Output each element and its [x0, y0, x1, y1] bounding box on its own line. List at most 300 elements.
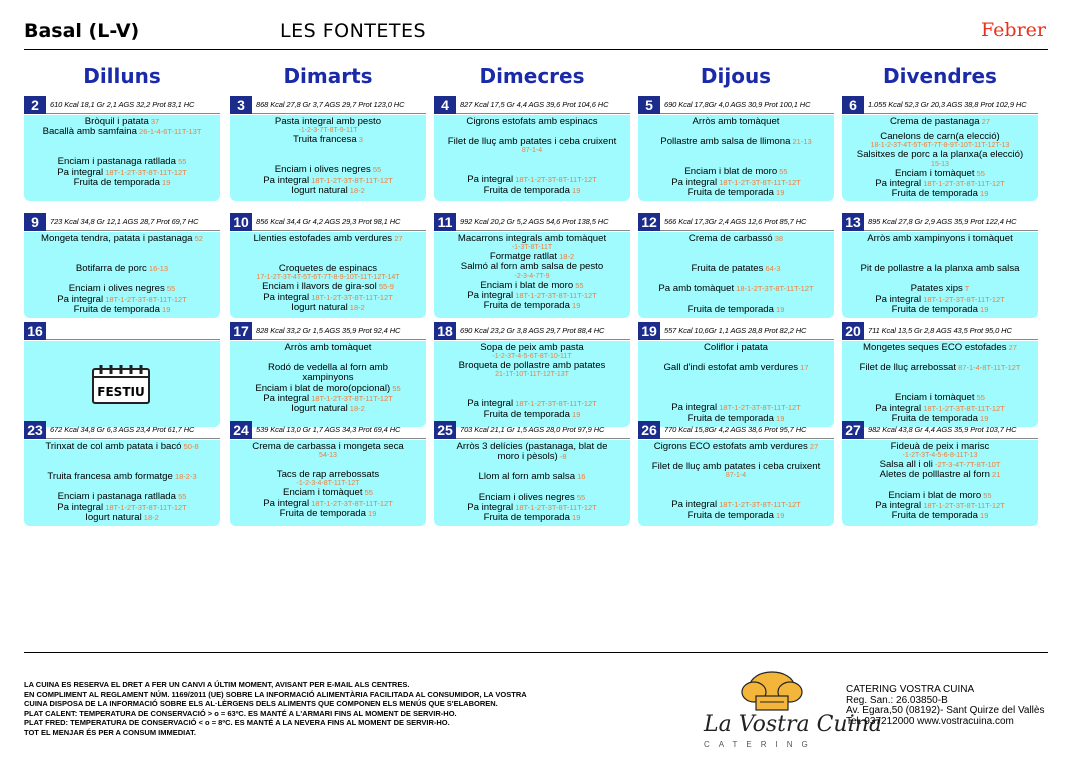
- allergen-codes: 87-1-4: [725, 472, 747, 480]
- day-cell: [434, 96, 630, 201]
- company-info-line: Reg. San.: 26.03850-B: [846, 694, 948, 706]
- day-number: 2: [24, 96, 46, 114]
- day-cell-header: [638, 421, 834, 439]
- dish-name: Pa integral: [467, 502, 514, 513]
- allergen-codes: 52: [192, 234, 203, 243]
- dish-line: [24, 168, 220, 178]
- line-spacer: [842, 274, 1038, 284]
- dish-name: Pa integral: [263, 292, 310, 303]
- allergen-codes: 27: [807, 442, 819, 451]
- dish-name: Enciam i blat de moro: [480, 280, 574, 291]
- day-cell-header: [24, 96, 220, 114]
- allergen-codes: 19: [977, 304, 989, 314]
- line-spacer: [24, 274, 220, 284]
- dish-line: [230, 234, 426, 244]
- dish-name: Cigrons ECO estofats amb verdures: [653, 442, 808, 452]
- dish-name: Fruita de temporada: [891, 189, 978, 200]
- allergen-codes: -2T-3-4T-7T-8T-10T: [932, 460, 1001, 470]
- nutrition-info: 828 Kcal 33,2 Gr 1,5 AGS 35,9 Prot 92,4 HC: [256, 326, 401, 335]
- day-number: 10: [230, 213, 252, 231]
- dish-line: [638, 167, 834, 177]
- day-cell-header: [842, 421, 1038, 439]
- menu-box: [434, 341, 630, 427]
- dish-name: Enciam i tomàquet: [283, 488, 363, 499]
- dish-name: Fruita de temporada: [891, 304, 978, 315]
- dish-name: Enciam i tomàquet: [895, 168, 975, 179]
- dish-line: [434, 301, 630, 311]
- dish-line: [434, 442, 630, 452]
- line-spacer: [230, 145, 426, 155]
- dish-name: Fruita de temporada: [687, 304, 774, 315]
- day-cell: [24, 96, 220, 201]
- dish-line: [434, 410, 630, 420]
- allergen-codes: 19: [159, 304, 171, 314]
- dish-line: [842, 189, 1038, 199]
- dish-line: [434, 234, 630, 244]
- dish-name: Formatge ratllat: [489, 252, 558, 263]
- dish-name: Fruita de temporada: [687, 413, 774, 424]
- month-label: Febrer: [981, 19, 1046, 41]
- dish-line: [24, 117, 220, 127]
- line-spacer: [638, 480, 834, 490]
- allergen-codes: 50-8: [181, 442, 199, 451]
- dish-line: [434, 281, 630, 291]
- day-cell: [230, 322, 426, 427]
- dish-line: [638, 343, 834, 353]
- day-cell-header: [434, 96, 630, 114]
- dish-name: Pa integral: [875, 500, 922, 511]
- dish-line: [230, 404, 426, 414]
- legal-note-line: LA CUINA ES RESERVA EL DRET A FER UN CANVI A ÚLTIM MOMENT, AVISANT PER E-MAIL ALS CENTRES.: [24, 680, 410, 689]
- dish-name: Filet de lluç amb patates i ceba cruixent: [447, 137, 617, 148]
- dish-name: moro i pèsols): [497, 452, 558, 463]
- line-spacer: [638, 157, 834, 167]
- dish-line: [230, 373, 426, 383]
- menu-box: [842, 341, 1038, 427]
- dish-name: Pa integral: [57, 502, 104, 513]
- day-cell-header: [24, 322, 220, 340]
- dish-line: [638, 117, 834, 127]
- allergen-codes: 19: [977, 511, 989, 521]
- allergen-codes: 17-1-2T-3T-4T-5T-6T-7T-8-9-10T-11T-12T-14T: [256, 274, 400, 282]
- day-cell-header: [24, 421, 220, 439]
- dish-name: Enciam i blat de moro: [888, 490, 982, 501]
- allergen-codes: 19: [569, 409, 581, 419]
- line-spacer: [434, 389, 630, 399]
- dish-line: [434, 452, 630, 462]
- dish-line: [230, 509, 426, 519]
- menu-box: [434, 115, 630, 201]
- dish-line: [842, 363, 1038, 373]
- dish-line: [230, 264, 426, 274]
- day-cell: [434, 213, 630, 318]
- day-cell-header: [230, 96, 426, 114]
- company-info: [846, 685, 1044, 727]
- dish-name: Bacallà amb samfaina: [42, 127, 137, 138]
- allergen-codes: 19: [569, 301, 581, 311]
- dish-line: [842, 117, 1038, 127]
- day-cell: [638, 322, 834, 427]
- dish-name: Fruita de temporada: [483, 185, 570, 196]
- dish-name: Arròs amb tomàquet: [284, 343, 372, 353]
- dish-line: [24, 492, 220, 502]
- allergen-codes: 87-1-4: [521, 147, 543, 155]
- legal-note-line: TOT EL MENJAR ÉS PER A CONSUM IMMEDIAT.: [24, 727, 196, 737]
- line-spacer: [24, 482, 220, 492]
- line-spacer: [842, 481, 1038, 491]
- dish-name: Pa integral: [671, 177, 718, 188]
- dish-name: Fruita de temporada: [687, 187, 774, 198]
- menu-box: [230, 440, 426, 526]
- line-spacer: [24, 254, 220, 264]
- line-spacer: [24, 462, 220, 472]
- dish-name: Arròs 3 delícies (pastanaga, blat de: [456, 442, 608, 452]
- nutrition-info: 992 Kcal 20,2 Gr 5,2 AGS 54,6 Prot 138,5 HC: [460, 217, 609, 226]
- line-spacer: [230, 155, 426, 165]
- day-cell-header: [842, 96, 1038, 114]
- dish-name: Iogurt natural: [291, 404, 348, 415]
- allergen-codes: 55: [777, 167, 788, 177]
- dish-line: [24, 234, 220, 244]
- dish-line: [230, 363, 426, 373]
- allergen-codes: 18T-1-2T-3T-8T-11T-12T: [921, 294, 1005, 304]
- legal-notes: [24, 680, 527, 737]
- dish-line: [434, 262, 630, 272]
- day-cell: [434, 322, 630, 427]
- dish-name: Fruita de temporada: [891, 413, 978, 424]
- dish-line: [434, 513, 630, 523]
- dish-line: [842, 470, 1038, 480]
- dish-line: [230, 442, 426, 452]
- allergen-codes: 21: [989, 470, 1001, 480]
- dish-line: [842, 132, 1038, 142]
- dish-line: [24, 442, 220, 452]
- day-number: 16: [24, 322, 46, 340]
- dish-line: [842, 404, 1038, 414]
- footer-divider: [24, 652, 1048, 653]
- allergen-codes: 18-2: [347, 302, 365, 312]
- holiday-label: FESTIU: [97, 385, 145, 399]
- dish-name: Fruita de temporada: [73, 177, 160, 188]
- holiday-calendar-icon: [91, 363, 151, 405]
- allergen-codes: 19: [365, 508, 377, 518]
- dish-line: [434, 361, 630, 371]
- dish-name: Enciam i tomàquet: [895, 393, 975, 404]
- dish-line: [638, 500, 834, 510]
- dish-name: Enciam i blat de moro: [684, 167, 778, 178]
- dish-line: [24, 157, 220, 167]
- dish-name: Gall d'indi estofat amb verdures: [663, 363, 799, 374]
- dish-line: [638, 264, 834, 274]
- dish-name: Arròs amb xampinyons i tomàquet: [867, 234, 1013, 244]
- allergen-codes: 3: [356, 135, 363, 145]
- dish-name: Macarrons integrals amb tomàquet: [457, 234, 607, 244]
- line-spacer: [638, 452, 834, 462]
- dish-line: [230, 282, 426, 292]
- allergen-codes: 19: [977, 189, 989, 199]
- day-cell: [842, 322, 1038, 427]
- dish-name: Enciam i olives negres: [478, 492, 575, 503]
- allergen-codes: -8: [557, 452, 567, 462]
- dish-name: Pit de pollastre a la planxa amb salsa: [860, 264, 1020, 275]
- allergen-codes: 18-1-2T-3T-8T-11T-12T: [734, 284, 814, 294]
- line-spacer: [24, 244, 220, 254]
- dish-line: [842, 234, 1038, 244]
- weekday-headers: [24, 64, 1044, 92]
- dish-name: Pa integral: [467, 290, 514, 301]
- dish-line: [434, 252, 630, 262]
- dish-name: Mongeta tendra, patata i pastanaga: [41, 234, 193, 244]
- dish-name: Enciam i blat de moro(opcional): [255, 383, 391, 394]
- dish-name: Croquetes de espinacs: [278, 264, 378, 275]
- dish-name: Mongetes seques ECO estofades: [863, 343, 1007, 353]
- dish-name: Fruita de temporada: [483, 409, 570, 420]
- nutrition-info: 557 Kcal 10,6Gr 1,1 AGS 28,8 Prot 82,2 HC: [664, 326, 807, 335]
- day-cell-header: [638, 213, 834, 231]
- dish-line: [842, 150, 1038, 160]
- nutrition-info: 723 Kcal 34,8 Gr 12,1 AGS 28,7 Prot 69,7 HC: [50, 217, 199, 226]
- allergen-codes: 55: [175, 492, 187, 502]
- nutrition-info: 895 Kcal 27,8 Gr 2,9 AGS 35,9 Prot 122,4 HC: [868, 217, 1017, 226]
- dish-name: Truita francesa amb formatge: [47, 472, 173, 483]
- dish-name: Enciam i pastanaga ratllada: [57, 492, 176, 503]
- dish-name: Fruita de temporada: [483, 301, 570, 312]
- dish-name: Salmó al forn amb salsa de pesto: [460, 262, 604, 273]
- dish-line: [638, 305, 834, 315]
- day-number: 17: [230, 322, 252, 340]
- day-cell: [638, 213, 834, 318]
- day-cell: [24, 421, 220, 526]
- allergen-codes: -1-2T-3T-4-5-6-8-11T-13: [902, 452, 978, 460]
- allergen-codes: 27: [979, 117, 991, 126]
- allergen-codes: 18T-1-2T-3T-8T-11T-12T: [717, 403, 801, 413]
- nutrition-info: 1.055 Kcal 52,3 Gr 20,3 AGS 38,8 Prot 102,9 HC: [868, 100, 1027, 109]
- line-spacer: [434, 462, 630, 472]
- dish-name: Fruita de temporada: [483, 513, 570, 524]
- line-spacer: [842, 353, 1038, 363]
- line-spacer: [638, 147, 834, 157]
- legal-note-line: PLAT FRED: TEMPERATURA DE CONSERVACIÓ < o = 8ºC. ES MANTÉ A LA NEVERA FINS AL MOMENT DE SERVIR-HO.: [24, 718, 450, 727]
- dish-line: [638, 462, 834, 472]
- line-spacer: [638, 295, 834, 305]
- line-spacer: [230, 353, 426, 363]
- allergen-codes: 19: [773, 510, 785, 520]
- day-cell-header: [638, 96, 834, 114]
- dish-name: Enciam i pastanaga ratllada: [57, 157, 176, 168]
- allergen-codes: 55: [573, 280, 584, 290]
- day-number: 18: [434, 322, 456, 340]
- dish-name: Broqueta de pollastre amb patates: [458, 361, 606, 372]
- day-number: 4: [434, 96, 456, 114]
- allergen-codes: -2-3-4-7T-9: [514, 272, 550, 280]
- dish-line: [230, 135, 426, 145]
- dish-line: [24, 295, 220, 305]
- allergen-codes: 16-13: [146, 264, 169, 274]
- allergen-codes: 55: [974, 168, 985, 178]
- dish-line: [434, 503, 630, 513]
- company-info-line: Av. Egara,50 (08192)- Sant Quirze del Vallès: [846, 705, 1045, 716]
- line-spacer: [638, 490, 834, 500]
- dish-line: [638, 442, 834, 452]
- nutrition-info: 566 Kcal 17,3Gr 2,4 AGS 12,6 Prot 85,7 HC: [664, 217, 807, 226]
- dish-line: [434, 472, 630, 482]
- allergen-codes: 55: [390, 383, 401, 393]
- nutrition-info: 868 Kcal 27,8 Gr 3,7 AGS 29,7 Prot 123,0 HC: [256, 100, 405, 109]
- dish-name: Pa integral: [671, 500, 718, 511]
- dish-line: [842, 284, 1038, 294]
- dish-name: Enciam i llavors de gira-sol: [262, 282, 377, 293]
- logo-subtitle: CATERING: [704, 740, 817, 749]
- line-spacer: [638, 254, 834, 264]
- allergen-codes: 18T-1-2T-3T-8T-11T-12T: [103, 167, 187, 177]
- nutrition-info: 982 Kcal 43,8 Gr 4,4 AGS 35,9 Prot 103,7 HC: [868, 425, 1017, 434]
- dish-line: [24, 503, 220, 513]
- allergen-codes: T: [962, 284, 970, 294]
- dish-line: [434, 399, 630, 409]
- allergen-codes: 19: [569, 185, 581, 195]
- line-spacer: [638, 383, 834, 393]
- allergen-codes: 15-13: [931, 160, 949, 168]
- page-header: [24, 14, 1048, 50]
- day-cell-header: [842, 322, 1038, 340]
- day-number: 24: [230, 421, 252, 439]
- line-spacer: [842, 383, 1038, 393]
- dish-line: [230, 176, 426, 186]
- dish-line: [434, 493, 630, 503]
- line-spacer: [434, 165, 630, 175]
- allergen-codes: -1-2-3T-4-5-6T-8T-10-11T: [492, 353, 572, 361]
- allergen-codes: 18T-1-2T-3T-8T-11T-12T: [921, 403, 1005, 413]
- dish-name: Pa integral: [671, 403, 718, 414]
- allergen-codes: 18T-1-2T-3T-8T-11T-12T: [309, 393, 393, 403]
- line-spacer: [638, 393, 834, 403]
- menu-box: [638, 232, 834, 318]
- allergen-codes: 19: [569, 513, 581, 523]
- day-number: 11: [434, 213, 456, 231]
- day-number: 13: [842, 213, 864, 231]
- dish-line: [842, 460, 1038, 470]
- dish-name: Tacs de rap arrebossats: [276, 470, 380, 481]
- dish-line: [638, 234, 834, 244]
- nutrition-info: 770 Kcal 15,8Gr 4,2 AGS 38,6 Prot 95,7 HC: [664, 425, 807, 434]
- dish-line: [434, 137, 630, 147]
- day-cell-header: [24, 213, 220, 231]
- allergen-codes: 37: [148, 117, 160, 126]
- line-spacer: [638, 274, 834, 284]
- allergen-codes: 55: [974, 393, 985, 403]
- legal-note-line: EN COMPLIMENT AL REGLAMENT NÚM. 1169/2011 (UE) SOBRE LA INFORMACIÓ ALIMENTÀRIA FACILITADA AL CONSUMIDOR, LA VOSTRA: [24, 689, 527, 699]
- day-number: 9: [24, 213, 46, 231]
- company-info-line: Tel. 937212000 www.vostracuina.com: [846, 715, 1014, 727]
- allergen-codes: 18-2: [557, 252, 575, 262]
- dish-name: Sopa de peix amb pasta: [480, 343, 584, 353]
- nutrition-info: 690 Kcal 17,8Gr 4,0 AGS 30,9 Prot 100,1 HC: [664, 100, 811, 109]
- day-number: 19: [638, 322, 660, 340]
- dish-name: Truita francesa: [293, 135, 357, 146]
- dish-line: [842, 305, 1038, 315]
- day-number: 25: [434, 421, 456, 439]
- allergen-codes: 18T-1-2T-3T-8T-11T-12T: [513, 175, 597, 185]
- allergen-codes: 18T-1-2T-3T-8T-11T-12T: [309, 175, 393, 185]
- allergen-codes: 27: [392, 234, 403, 243]
- day-number: 6: [842, 96, 864, 114]
- day-cell-header: [230, 322, 426, 340]
- nutrition-info: 827 Kcal 17,5 Gr 4,4 AGS 39,6 Prot 104,6 HC: [460, 100, 609, 109]
- dish-name: Pa amb tomàquet: [658, 284, 735, 295]
- line-spacer: [434, 155, 630, 165]
- allergen-codes: 21-13: [790, 137, 812, 147]
- day-number: 20: [842, 322, 864, 340]
- dish-line: [230, 186, 426, 196]
- dish-name: Crema de carbassó: [688, 234, 773, 244]
- dish-line: [842, 264, 1038, 274]
- menu-box: [24, 440, 220, 526]
- allergen-codes: 18T-1-2T-3T-8T-11T-12T: [513, 502, 597, 512]
- day-number: 3: [230, 96, 252, 114]
- menu-box: [842, 232, 1038, 318]
- allergen-codes: 55-9: [376, 282, 394, 292]
- dish-name: Llom al forn amb salsa: [478, 472, 576, 483]
- dish-name: Pa integral: [875, 403, 922, 414]
- weekday-wednesday: Dimecres: [479, 64, 585, 88]
- logo-wordmark: La Vostra Cuina: [704, 712, 882, 737]
- dish-line: [842, 295, 1038, 305]
- allergen-codes: 19: [773, 187, 785, 197]
- day-cell: [24, 322, 220, 427]
- dish-line: [638, 137, 834, 147]
- dish-name: Pa integral: [263, 498, 310, 509]
- dish-line: [842, 501, 1038, 511]
- dish-line: [638, 363, 834, 373]
- allergen-codes: 19: [977, 413, 989, 423]
- line-spacer: [842, 244, 1038, 254]
- dish-line: [24, 264, 220, 274]
- dish-name: Llenties estofades amb verdures: [253, 234, 393, 244]
- line-spacer: [230, 254, 426, 264]
- dish-name: Pa integral: [875, 178, 922, 189]
- dish-name: Filet de lluç amb patates i ceba cruixent: [651, 462, 821, 473]
- dish-name: Pollastre amb salsa de llimona: [660, 137, 791, 148]
- allergen-codes: 19: [773, 304, 785, 314]
- day-number: 26: [638, 421, 660, 439]
- allergen-codes: 18T-1-2T-3T-8T-11T-12T: [103, 502, 187, 512]
- allergen-codes: 18T-1-2T-3T-8T-11T-12T: [921, 178, 1005, 188]
- day-cell-header: [434, 421, 630, 439]
- nutrition-info: 690 Kcal 23,2 Gr 3,8 AGS 29,7 Prot 88,4 HC: [460, 326, 605, 335]
- line-spacer: [842, 254, 1038, 264]
- dish-line: [842, 343, 1038, 353]
- dish-line: [842, 179, 1038, 189]
- dish-name: Salsa all i oli: [879, 460, 933, 471]
- allergen-codes: -1-2-3-4-8T-11T-12T: [296, 480, 360, 488]
- dish-line: [638, 284, 834, 294]
- dish-line: [230, 394, 426, 404]
- dish-line: [24, 472, 220, 482]
- dish-line: [842, 442, 1038, 452]
- dish-line: [230, 488, 426, 498]
- allergen-codes: 18-2: [347, 185, 365, 195]
- dish-name: Pa integral: [263, 175, 310, 186]
- dish-name: Fruita de temporada: [687, 510, 774, 521]
- dish-name: Fruita de patates: [691, 264, 764, 275]
- menu-box: [24, 341, 220, 427]
- dish-name: Pasta integral amb pesto: [274, 117, 382, 127]
- line-spacer: [24, 137, 220, 147]
- dish-name: Aletes de polllastre al forn: [879, 470, 990, 481]
- line-spacer: [638, 127, 834, 137]
- allergen-codes: 54-13: [319, 452, 337, 460]
- dish-line: [24, 284, 220, 294]
